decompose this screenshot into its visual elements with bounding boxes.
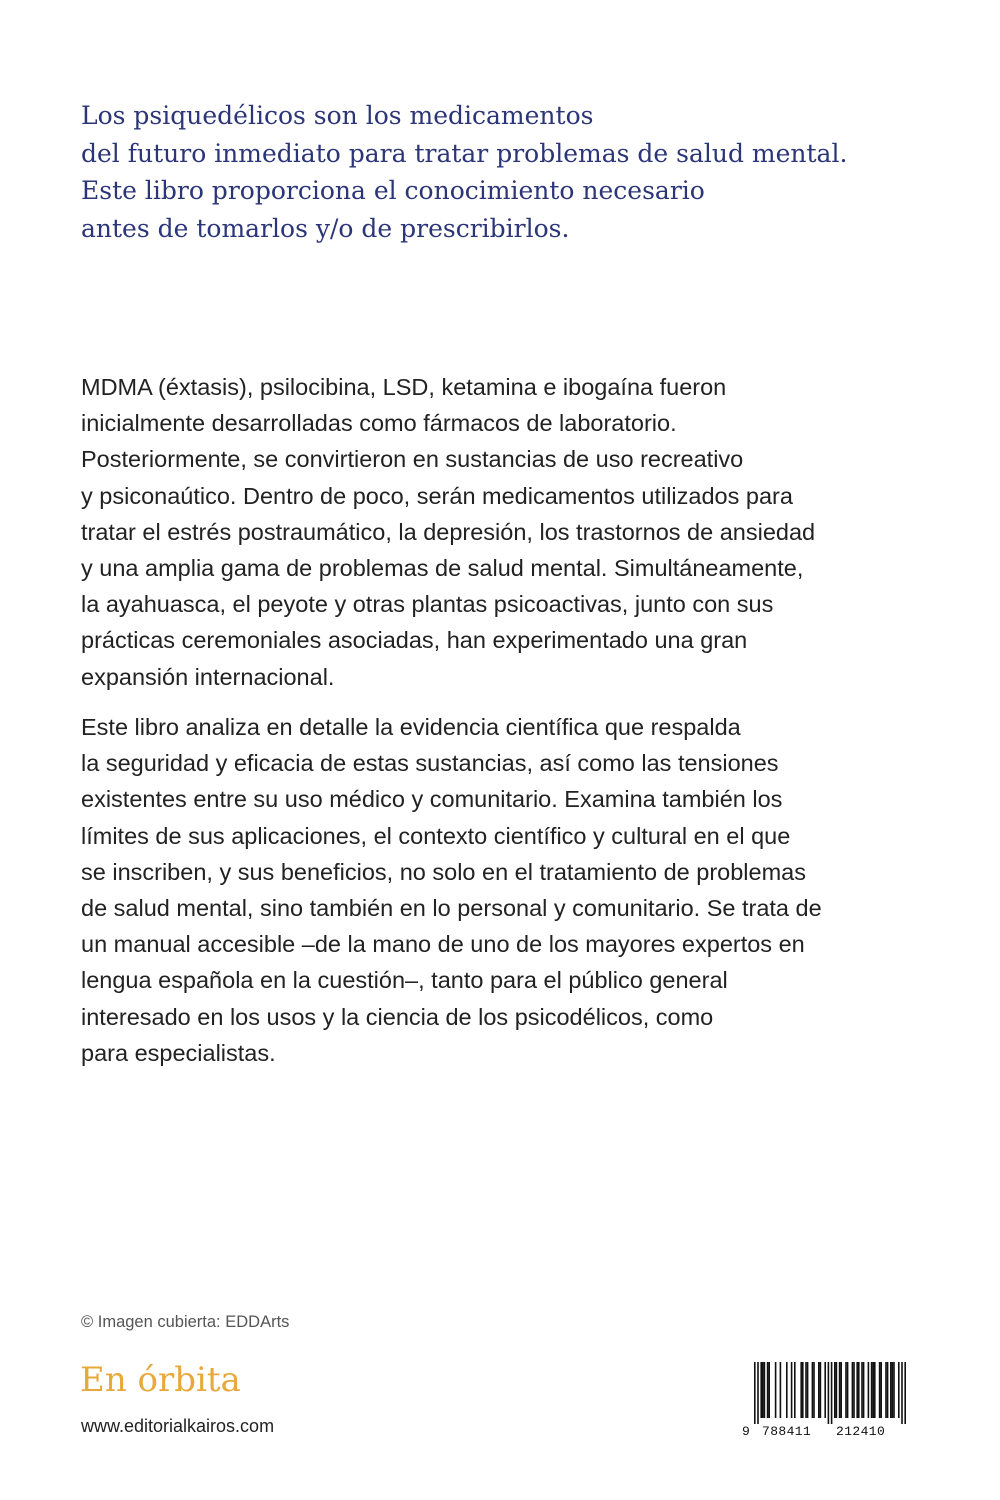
paragraph-line: interesado en los usos y la ciencia de los psicodélicos, como [81,1003,714,1030]
barcode-bar [893,1362,895,1418]
barcode-bar [839,1362,841,1418]
paragraph-line: límites de sus aplicaciones, el contexto científico y cultural en el que [81,822,791,849]
intro-blurb [81,97,961,247]
description-paragraph-1 [81,369,961,695]
barcode-left-group: 788411 [762,1424,812,1439]
paragraph-line: y una amplia gama de problemas de salud mental. Simultáneamente, [81,555,804,582]
barcode-bar [791,1362,793,1418]
paragraph-line: inicialmente desarrolladas como fármacos de laboratorio. [81,410,677,437]
barcode-bar [874,1362,876,1418]
barcode-bars [740,1362,906,1424]
barcode-bar [824,1362,826,1418]
barcode-bar [794,1362,796,1418]
paragraph-line: Este libro analiza en detalle la evidencia científica que respalda [81,714,741,740]
barcode-bar [820,1362,822,1418]
intro-line: del futuro inmediato para tratar problemas de salud mental. [81,138,848,168]
barcode-bar [836,1362,838,1418]
barcode-bar [802,1362,804,1418]
paragraph-line: para especialistas. [81,1039,276,1066]
barcode-right-group: 212410 [836,1424,886,1439]
barcode-bar [880,1362,882,1418]
barcode-bar [805,1362,807,1418]
barcode-bar [904,1362,906,1424]
intro-line: antes de tomarlos y/o de prescribirlos. [81,213,570,243]
barcode-bar [868,1362,870,1418]
barcode-bar [861,1362,863,1418]
paragraph-line: y psiconaútico. Dentro de poco, serán medicamentos utilizados para [81,482,793,509]
isbn-barcode [740,1362,906,1442]
barcode-bar [834,1362,836,1418]
barcode-bar [858,1362,860,1418]
barcode-bar [831,1362,833,1424]
barcode-bar [813,1362,815,1418]
barcode-bar [885,1362,887,1418]
barcode-bar [872,1362,874,1418]
barcode-bar [768,1362,770,1418]
barcode-bar [812,1362,814,1418]
barcode-bar [847,1362,849,1418]
description-paragraph-2 [81,709,961,1071]
barcode-bar [775,1362,777,1418]
barcode-bar [890,1362,892,1418]
paragraph-line: expansión internacional. [81,663,335,690]
barcode-bar [828,1362,830,1424]
paragraph-line: Posteriormente, se convirtieron en sustancias de uso recreativo [81,446,744,473]
barcode-bar [852,1362,854,1418]
barcode-number [740,1424,906,1440]
barcode-bar [840,1362,842,1418]
image-credit: © Imagen cubierta: EDDArts [81,1313,290,1331]
intro-line: Los psiquedélicos son los medicamentos [81,101,594,130]
barcode-bar [845,1362,847,1418]
paragraph-line: prácticas ceremoniales asociadas, han experimentado una gran [81,627,748,654]
barcode-bar [760,1362,762,1418]
publisher-website[interactable]: www.editorialkairos.com [81,1416,275,1436]
paragraph-line: de salud mental, sino también en lo personal y comunitario. Se trata de [81,895,822,922]
barcode-bar [762,1362,764,1418]
barcode-bar [807,1362,809,1418]
paragraph-line: tratar el estrés postraumático, la depresión, los trastornos de ansiedad [81,518,816,545]
paragraph-line: lengua española en la cuestión–, tanto para el público general [81,967,728,994]
barcode-bar [887,1362,889,1418]
barcode-bar [856,1362,858,1418]
barcode-bar [757,1362,759,1424]
barcode-lead-digit: 9 [742,1424,750,1439]
barcode-bar [863,1362,865,1418]
barcode-bar [754,1362,756,1424]
barcode-bar [818,1362,820,1418]
paragraph-line: se inscriben, y sus beneficios, no solo en el tratamiento de problemas [81,858,806,885]
paragraph-line: existentes entre su uso médico y comunitario. Examina también los [81,786,783,813]
barcode-bar [901,1362,903,1424]
paragraph-line: la seguridad y eficacia de estas sustancias, así como las tensiones [81,750,779,777]
collection-name: En órbita [80,1360,241,1400]
barcode-bar [767,1362,769,1418]
paragraph-line: la ayahuasca, el peyote y otras plantas psicoactivas, junto con sus [81,591,774,618]
paragraph-line: MDMA (éxtasis), psilocibina, LSD, ketamina e ibogaína fueron [81,374,727,400]
intro-line: Este libro proporciona el conocimiento necesario [81,176,705,205]
barcode-bar [786,1362,788,1418]
barcode-bar [764,1362,766,1418]
barcode-bar [898,1362,900,1418]
paragraph-line: un manual accesible –de la mano de uno de los mayores expertos en [81,931,805,958]
barcode-bar [871,1362,873,1418]
barcode-bar [879,1362,881,1418]
barcode-bar [892,1362,894,1418]
barcode-bar [780,1362,782,1418]
barcode-bar [853,1362,855,1418]
barcode-bar [800,1362,802,1418]
